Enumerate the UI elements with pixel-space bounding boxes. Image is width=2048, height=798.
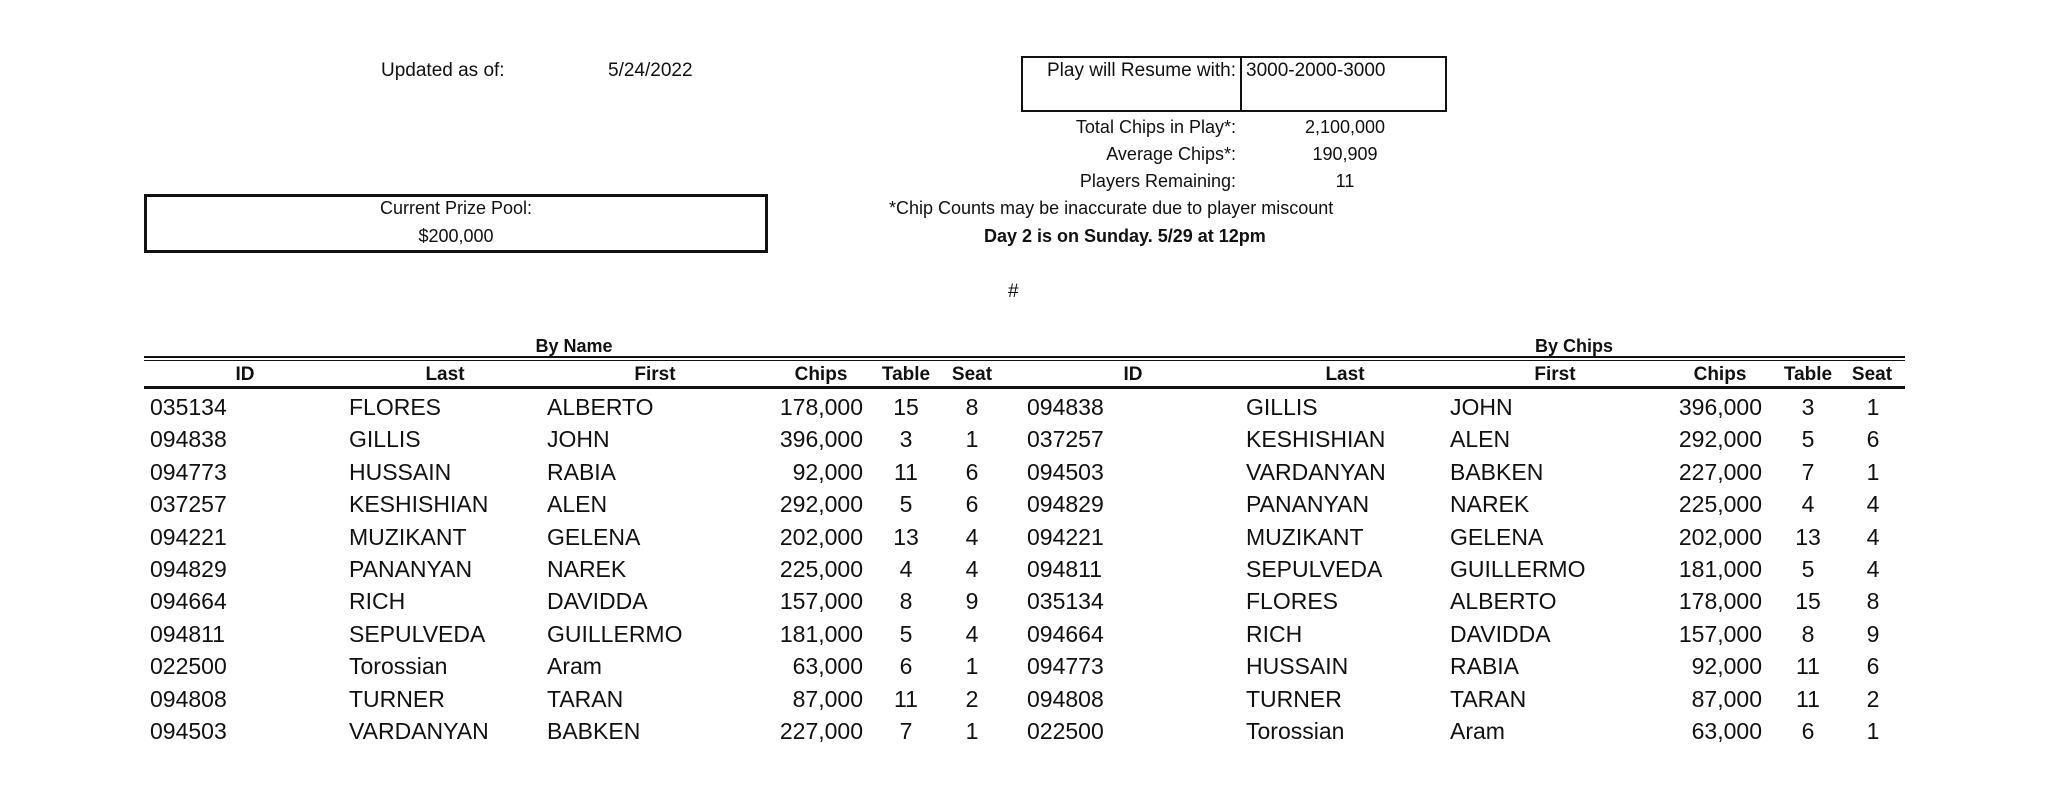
bychips-cell-first: DAVIDDA [1450,620,1551,647]
byname-col-seat: Seat [951,364,993,385]
byname-cell-seat: 6 [965,458,979,485]
bychips-cell-id: 037257 [1027,426,1104,453]
byname-cell-id: 037257 [150,491,227,518]
bychips-cell-table: 7 [1801,458,1815,485]
bychips-cell-seat: 4 [1866,556,1880,582]
bychips-col-id: ID [1123,364,1143,385]
byname-cell-id: 094773 [150,458,227,485]
bychips-cell-id: 094838 [1027,394,1104,420]
average-chips-value: 190,909 [1312,144,1378,164]
bychips-cell-seat: 1 [1866,458,1880,485]
byname-cell-seat: 6 [965,491,979,518]
bychips-cell-last: GILLIS [1246,394,1318,420]
bychips-cell-last: TURNER [1246,685,1342,712]
byname-cell-last: Torossian [349,653,448,680]
bychips-col-first: First [1534,364,1576,385]
table-top-rule-1 [144,356,1905,358]
bychips-cell-table: 5 [1801,426,1815,453]
prize-pool-label: Current Prize Pool: [379,198,533,218]
header-bottom-rule [144,386,1905,389]
byname-cell-last: GILLIS [349,426,421,453]
bychips-cell-last: HUSSAIN [1246,653,1349,680]
bychips-cell-table: 13 [1795,523,1821,550]
by-name-title: By Name [535,336,613,356]
byname-cell-first: NAREK [547,556,627,582]
byname-cell-first: ALEN [547,491,608,518]
byname-cell-chips: 202,000 [779,523,863,550]
byname-cell-seat: 2 [965,685,979,712]
byname-cell-table: 11 [894,685,918,712]
bychips-cell-last: KESHISHIAN [1246,426,1386,453]
byname-col-last: Last [425,364,465,385]
bychips-cell-first: GELENA [1450,523,1544,550]
bychips-col-seat: Seat [1851,364,1893,385]
byname-cell-seat: 1 [965,718,979,744]
byname-cell-last: FLORES [349,394,442,420]
byname-cell-table: 6 [899,653,913,680]
byname-cell-chips: 181,000 [779,620,863,647]
bychips-cell-id: 035134 [1027,588,1104,615]
byname-cell-last: TURNER [349,685,445,712]
bychips-cell-first: TARAN [1450,685,1527,712]
byname-cell-first: GUILLERMO [547,620,683,647]
byname-cell-seat: 4 [965,620,979,647]
byname-cell-id: 035134 [150,394,227,420]
resume-box-divider [1240,56,1242,112]
bychips-cell-chips: 225,000 [1678,491,1762,518]
byname-cell-chips: 396,000 [779,426,863,453]
bychips-cell-first: Aram [1450,718,1505,744]
players-remaining-label: Players Remaining: [1079,171,1236,191]
byname-cell-last: VARDANYAN [349,718,489,744]
byname-cell-id: 094808 [150,685,227,712]
players-remaining-value: 11 [1335,171,1355,191]
bychips-cell-seat: 6 [1866,426,1880,453]
day2-notice: Day 2 is on Sunday. 5/29 at 12pm [984,226,1266,246]
byname-cell-last: KESHISHIAN [349,491,489,518]
chip-count-note: *Chip Counts may be inaccurate due to player miscount [889,198,1334,218]
byname-cell-id: 094811 [150,620,226,647]
byname-cell-id: 094838 [150,426,227,453]
bychips-cell-seat: 4 [1866,491,1880,518]
byname-cell-first: BABKEN [547,718,641,744]
bychips-cell-chips: 396,000 [1678,394,1762,420]
resume-label: Play will Resume with: [1047,60,1236,81]
byname-cell-seat: 9 [965,588,979,615]
byname-cell-seat: 4 [965,556,979,582]
byname-cell-id: 094664 [150,588,227,615]
bychips-col-chips: Chips [1693,364,1747,385]
bychips-cell-table: 15 [1795,588,1821,615]
bychips-cell-last: VARDANYAN [1246,458,1386,485]
bychips-cell-id: 094664 [1027,620,1104,647]
byname-cell-id: 094829 [150,556,227,582]
bychips-cell-seat: 1 [1866,718,1880,744]
bychips-cell-first: GUILLERMO [1450,556,1586,582]
byname-cell-last: MUZIKANT [349,523,467,550]
byname-cell-chips: 92,000 [792,458,863,485]
byname-cell-last: SEPULVEDA [349,620,486,647]
bychips-cell-table: 6 [1801,718,1815,744]
bychips-cell-seat: 2 [1866,685,1880,712]
bychips-cell-chips: 181,000 [1678,556,1762,582]
byname-cell-table: 13 [893,523,919,550]
byname-cell-chips: 225,000 [779,556,863,582]
bychips-cell-seat: 9 [1866,620,1880,647]
bychips-cell-seat: 6 [1866,653,1880,680]
byname-col-first: First [634,364,676,385]
byname-cell-last: PANANYAN [349,556,473,582]
byname-col-id: ID [235,364,255,385]
bychips-cell-first: NAREK [1450,491,1530,518]
byname-cell-first: JOHN [547,426,610,453]
byname-cell-chips: 178,000 [779,394,863,420]
bychips-cell-table: 11 [1796,685,1820,712]
bychips-cell-seat: 8 [1866,588,1880,615]
byname-cell-last: HUSSAIN [349,458,452,485]
byname-cell-chips: 63,000 [792,653,863,680]
bychips-cell-seat: 1 [1866,394,1880,420]
bychips-col-table: Table [1783,364,1833,385]
bychips-cell-id: 022500 [1027,718,1104,744]
by-chips-title: By Chips [1534,336,1613,356]
bychips-cell-last: Torossian [1246,718,1345,744]
bychips-cell-last: RICH [1246,620,1303,647]
byname-cell-id: 094221 [150,523,227,550]
byname-cell-table: 5 [899,620,913,647]
byname-cell-id: 094503 [150,718,227,744]
bychips-cell-last: FLORES [1246,588,1339,615]
bychips-cell-seat: 4 [1866,523,1880,550]
byname-cell-table: 4 [899,556,913,582]
byname-cell-id: 022500 [150,653,227,680]
byname-cell-first: ALBERTO [547,394,654,420]
resume-value: 3000-2000-3000 [1246,60,1386,81]
byname-cell-table: 5 [899,491,913,518]
byname-cell-last: RICH [349,588,406,615]
bychips-cell-id: 094808 [1027,685,1104,712]
total-chips-label: Total Chips in Play*: [1075,117,1236,137]
bychips-cell-last: SEPULVEDA [1246,556,1383,582]
bychips-cell-first: RABIA [1450,653,1520,680]
byname-col-table: Table [881,364,931,385]
bychips-cell-id: 094811 [1027,556,1103,582]
bychips-cell-table: 8 [1801,620,1815,647]
average-chips-label: Average Chips*: [1106,144,1236,164]
bychips-cell-chips: 178,000 [1678,588,1762,615]
bychips-col-last: Last [1325,364,1365,385]
byname-cell-chips: 292,000 [779,491,863,518]
bychips-cell-first: ALEN [1450,426,1511,453]
bychips-cell-table: 11 [1796,653,1820,680]
bychips-cell-first: ALBERTO [1450,588,1557,615]
byname-cell-table: 3 [899,426,913,453]
bychips-cell-chips: 157,000 [1678,620,1762,647]
byname-cell-first: Aram [547,653,602,680]
byname-cell-first: GELENA [547,523,641,550]
bychips-cell-chips: 227,000 [1678,458,1762,485]
table-top-rule-2 [144,360,1905,361]
updated-date: 5/24/2022 [608,60,693,81]
byname-cell-chips: 227,000 [779,718,863,744]
byname-cell-chips: 157,000 [779,588,863,615]
byname-cell-table: 15 [893,394,919,420]
bychips-cell-id: 094773 [1027,653,1104,680]
bychips-cell-first: JOHN [1450,394,1513,420]
bychips-cell-last: MUZIKANT [1246,523,1364,550]
byname-col-chips: Chips [794,364,848,385]
byname-cell-first: TARAN [547,685,624,712]
hash-mark: # [1008,281,1019,302]
byname-cell-seat: 1 [965,426,979,453]
bychips-cell-id: 094503 [1027,458,1104,485]
bychips-cell-table: 3 [1801,394,1815,420]
updated-label: Updated as of: [381,60,505,81]
bychips-cell-chips: 92,000 [1691,653,1762,680]
byname-cell-seat: 4 [965,523,979,550]
byname-cell-first: DAVIDDA [547,588,648,615]
prize-pool-value: $200,000 [418,226,494,246]
byname-cell-table: 11 [894,458,918,485]
bychips-cell-chips: 63,000 [1691,718,1762,744]
bychips-cell-chips: 202,000 [1678,523,1762,550]
byname-cell-first: RABIA [547,458,617,485]
bychips-cell-last: PANANYAN [1246,491,1370,518]
total-chips-value: 2,100,000 [1304,117,1386,137]
byname-cell-chips: 87,000 [792,685,863,712]
bychips-cell-chips: 87,000 [1691,685,1762,712]
byname-cell-seat: 1 [965,653,979,680]
bychips-cell-table: 5 [1801,556,1815,582]
bychips-cell-first: BABKEN [1450,458,1544,485]
byname-cell-table: 8 [899,588,913,615]
bychips-cell-table: 4 [1801,491,1815,518]
bychips-cell-id: 094221 [1027,523,1104,550]
byname-cell-seat: 8 [965,394,979,420]
byname-cell-table: 7 [899,718,913,744]
bychips-cell-id: 094829 [1027,491,1104,518]
bychips-cell-chips: 292,000 [1678,426,1762,453]
